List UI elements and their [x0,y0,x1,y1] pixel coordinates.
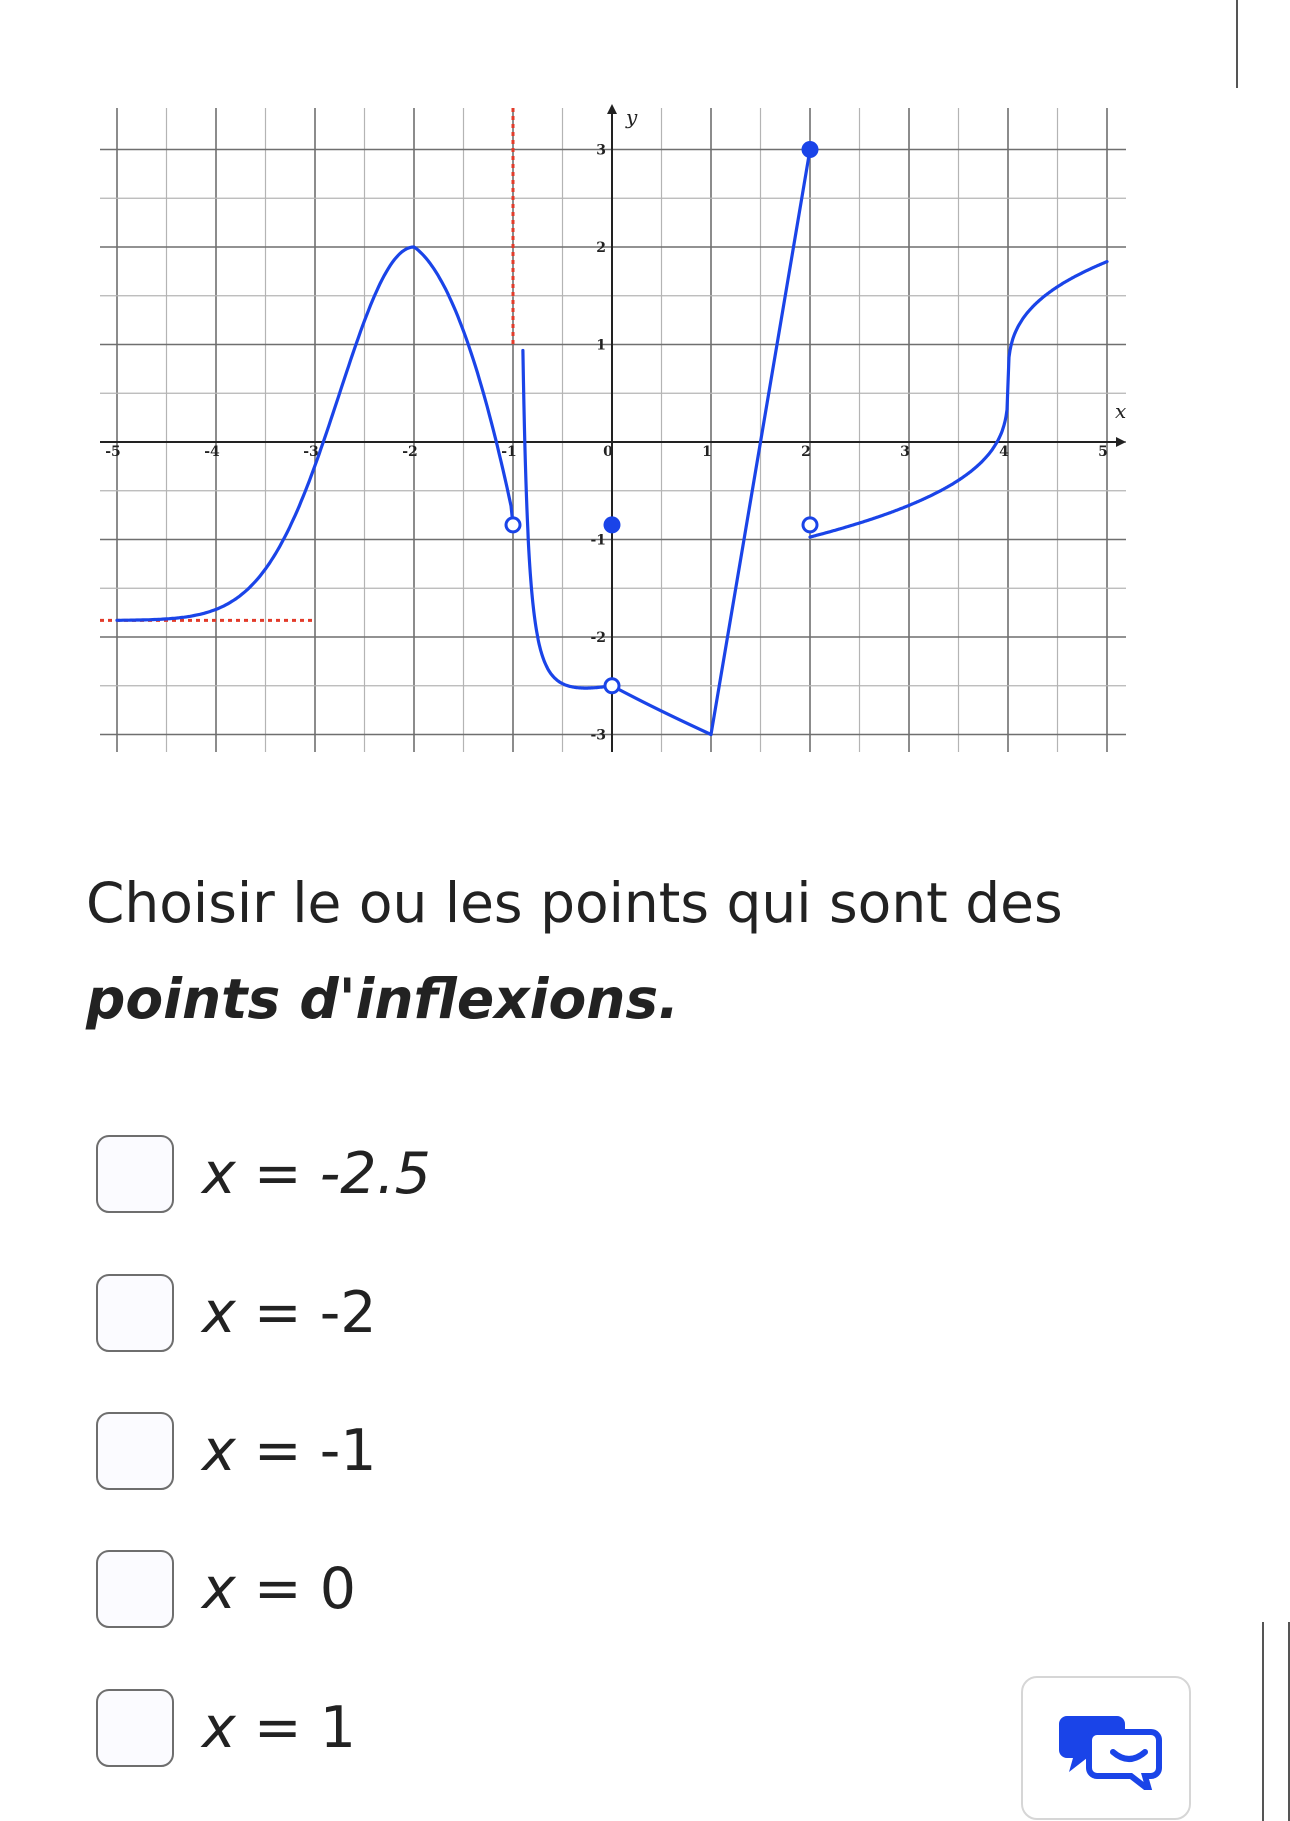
x-tick-label: 1 [702,444,712,460]
open-point [803,518,817,532]
option-x-neg-2[interactable] [96,1272,377,1354]
option-value: = -2.5 [235,1141,431,1207]
option-value: = 1 [235,1695,356,1761]
open-point [506,518,520,532]
question-text [86,855,1206,1047]
filled-point [802,141,819,158]
option-x-neg-2-5[interactable] [96,1133,431,1215]
option-var: x [202,1556,236,1622]
checkbox[interactable] [96,1689,174,1767]
y-tick-label: 2 [596,240,606,256]
y-tick-label: -3 [590,727,606,744]
y-tick-label: -1 [590,532,606,549]
option-label [202,1280,377,1346]
x-tick-label: -1 [501,444,517,460]
x-axis-arrow [1116,437,1126,447]
y-tick-label: -2 [590,630,606,646]
points [506,141,819,693]
x-tick-label: 2 [801,444,811,460]
y-axis-label: y [626,105,638,129]
option-value: = -1 [235,1418,377,1484]
tick-labels [105,105,1126,744]
chat-bubbles-icon [1053,1710,1163,1790]
checkbox[interactable] [96,1550,174,1628]
asymptotes [100,108,513,620]
checkbox[interactable] [96,1412,174,1490]
chat-button[interactable] [1021,1676,1191,1820]
option-label [202,1556,356,1622]
open-point [605,679,619,693]
x-tick-label: -3 [303,444,319,460]
x-tick-label: 3 [900,444,910,460]
graph-svg [0,0,1290,790]
filled-point [604,516,621,533]
x-tick-label: 4 [999,444,1009,460]
x-tick-label: -4 [204,444,220,460]
question-line-2: points d'inflexions. [86,967,680,1031]
y-axis-arrow [607,104,617,114]
scroll-edge [1236,0,1238,88]
option-value: = -2 [235,1280,377,1346]
option-label [202,1418,377,1484]
y-tick-label: 3 [596,142,606,159]
function-graph [0,0,1290,790]
option-label [202,1141,431,1207]
option-label [202,1695,356,1761]
right-edge-line [1262,1622,1264,1821]
option-x-0[interactable] [96,1548,356,1630]
checkbox[interactable] [96,1274,174,1352]
x-tick-label: 5 [1098,444,1108,460]
option-var: x [202,1418,236,1484]
x-tick-label: -2 [402,444,418,460]
y-tick-label: 1 [596,337,606,354]
question-line-1: Choisir le ou les points qui sont des [86,871,1063,935]
option-var: x [202,1280,236,1346]
option-value: = 0 [235,1556,356,1622]
option-x-1[interactable] [96,1687,356,1769]
axes [100,104,1126,752]
option-var: x [202,1695,236,1761]
checkbox[interactable] [96,1135,174,1213]
x-tick-label: -5 [105,444,121,460]
option-x-neg-1[interactable] [96,1410,377,1492]
option-var: x [202,1141,236,1207]
x-tick-label: 0 [603,444,613,460]
x-axis-label: x [1115,399,1127,423]
